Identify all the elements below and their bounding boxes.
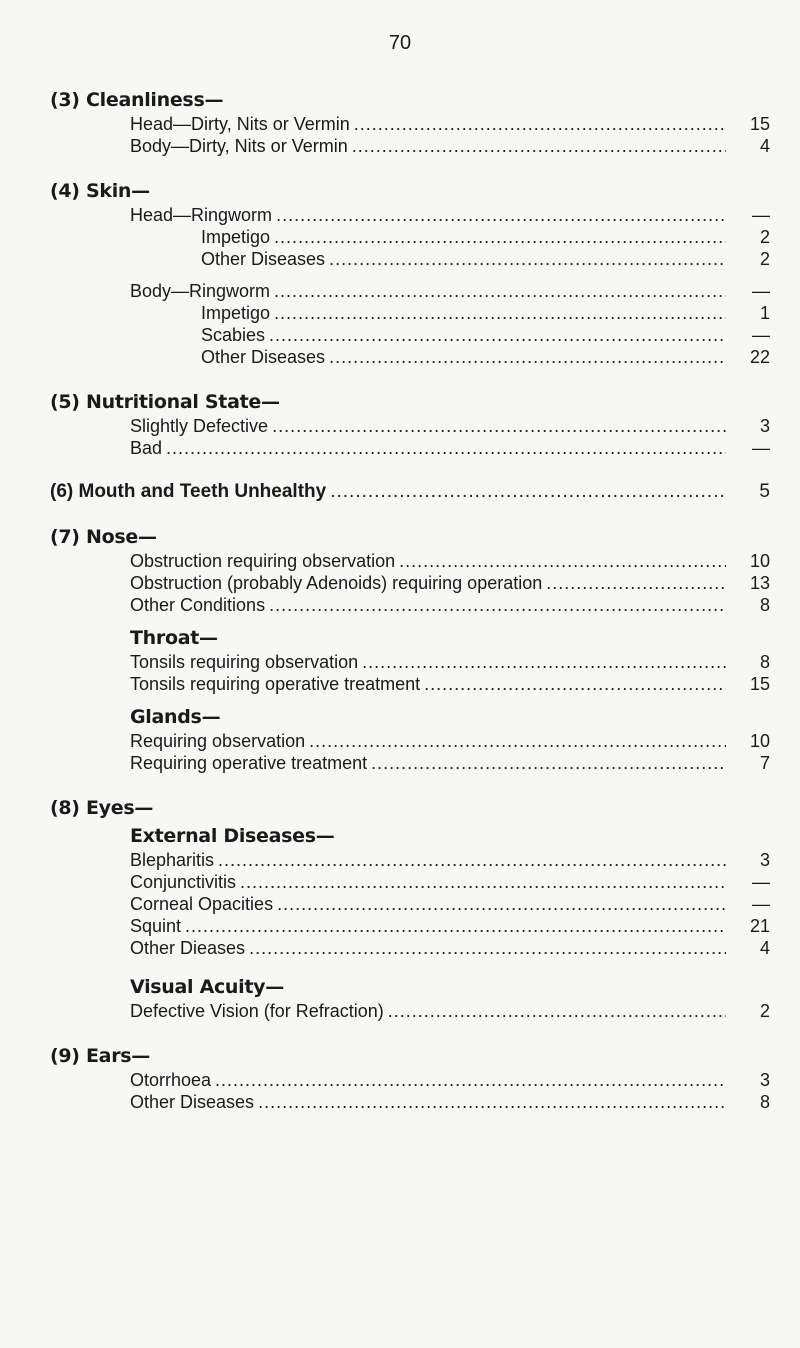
- row-value: 1: [759, 303, 770, 323]
- leader-dots: [329, 346, 726, 368]
- row-label: Requiring operative treatment: [130, 753, 368, 773]
- section-heading: (7) Nose—: [50, 526, 157, 548]
- row-label: Impetigo: [201, 227, 271, 247]
- row-value: —: [752, 205, 770, 225]
- leader-dots: [272, 415, 726, 437]
- row-value: 8: [759, 1092, 770, 1112]
- subsection-heading: Throat—: [130, 627, 218, 649]
- row-label: Other Dieases: [130, 938, 246, 958]
- section-eyes: [50, 796, 770, 1022]
- table-row: [50, 849, 770, 871]
- row-label: Bad: [130, 438, 163, 458]
- row-label: Head—Dirty, Nits or Vermin: [130, 114, 350, 134]
- section-heading: (4) Skin—: [50, 180, 150, 202]
- table-row: [50, 248, 770, 270]
- leader-dots: [274, 302, 726, 324]
- row-label: Other Conditions: [130, 595, 266, 615]
- row-value: —: [752, 438, 770, 458]
- leader-dots: [276, 204, 726, 226]
- row-value: 3: [759, 416, 770, 436]
- leader-dots: [546, 572, 726, 594]
- row-label: Body—Dirty, Nits or Vermin: [130, 136, 348, 156]
- row-value: 8: [759, 595, 770, 615]
- row-value: 22: [749, 347, 770, 367]
- row-value: 3: [759, 1070, 770, 1090]
- table-row: [50, 594, 770, 616]
- subsection-heading: Glands—: [130, 706, 221, 728]
- leader-dots: [269, 594, 726, 616]
- table-row: [50, 673, 770, 695]
- subsection-heading: External Diseases—: [130, 825, 335, 847]
- table-row: [50, 572, 770, 594]
- table-row: [50, 1069, 770, 1091]
- row-label: Otorrhoea: [130, 1070, 212, 1090]
- table-row: [50, 651, 770, 673]
- row-value: 21: [749, 916, 770, 936]
- page-number: 70: [388, 32, 412, 54]
- leader-dots: [215, 1069, 726, 1091]
- row-value: 2: [759, 1001, 770, 1021]
- leader-dots: [166, 437, 726, 459]
- table-row: [50, 730, 770, 752]
- section-skin: [50, 179, 770, 368]
- leader-dots: [424, 673, 726, 695]
- leader-dots: [274, 226, 726, 248]
- table-row: [50, 752, 770, 774]
- section-ears: [50, 1044, 770, 1113]
- table-row: [50, 226, 770, 248]
- table-row: [50, 302, 770, 324]
- row-value: 4: [759, 136, 770, 156]
- leader-dots: [269, 324, 726, 346]
- leader-dots: [240, 871, 726, 893]
- leader-dots: [258, 1091, 726, 1113]
- section-heading: (5) Nutritional State—: [50, 391, 280, 413]
- leader-dots: [309, 730, 726, 752]
- leader-dots: [352, 135, 726, 157]
- subsection-heading: Visual Acuity—: [130, 976, 284, 998]
- table-row: [50, 346, 770, 368]
- row-value: —: [752, 872, 770, 892]
- row-label: Slightly Defective: [130, 416, 269, 436]
- row-value: 7: [759, 753, 770, 773]
- row-value: 10: [749, 551, 770, 571]
- row-label: Scabies: [201, 325, 266, 345]
- leader-dots: [399, 550, 726, 572]
- table-row: [50, 893, 770, 915]
- table-row: [50, 113, 770, 135]
- row-label: Blepharitis: [130, 850, 215, 870]
- leader-dots: [218, 849, 726, 871]
- row-value: —: [752, 325, 770, 345]
- section-nose: [50, 525, 770, 774]
- row-label: Obstruction requiring observation: [130, 551, 396, 571]
- row-value: 15: [749, 114, 770, 134]
- leader-dots: [354, 113, 726, 135]
- row-label: Other Diseases: [201, 347, 326, 367]
- leader-dots: [362, 651, 726, 673]
- section-mouth: [50, 481, 770, 503]
- table-row: [50, 280, 770, 302]
- row-label: Obstruction (probably Adenoids) requiring operation: [130, 573, 543, 593]
- row-label: Corneal Opacities: [130, 894, 274, 914]
- section-heading: (9) Ears—: [50, 1045, 150, 1067]
- table-row: [50, 415, 770, 437]
- row-value: 10: [749, 731, 770, 751]
- section-nutritional: [50, 390, 770, 459]
- row-label: Conjunctivitis: [130, 872, 237, 892]
- leader-dots: [274, 280, 726, 302]
- table-row: [50, 915, 770, 937]
- leader-dots: [330, 481, 726, 503]
- leader-dots: [388, 1000, 726, 1022]
- row-label: Head—Ringworm: [130, 205, 273, 225]
- table-row: [50, 437, 770, 459]
- table-row: [50, 324, 770, 346]
- leader-dots: [329, 248, 726, 270]
- row-label: Other Diseases: [130, 1092, 255, 1112]
- row-value: 4: [759, 938, 770, 958]
- table-row: [50, 1000, 770, 1022]
- row-value: 2: [759, 227, 770, 247]
- row-label: Requiring observation: [130, 731, 306, 751]
- section-heading: (3) Cleanliness—: [50, 89, 224, 111]
- row-value: 15: [749, 674, 770, 694]
- row-label: Tonsils requiring operative treatment: [130, 674, 421, 694]
- row-label: Impetigo: [201, 303, 271, 323]
- table-row: [50, 1091, 770, 1113]
- row-value: —: [752, 894, 770, 914]
- table-row: [50, 550, 770, 572]
- row-label: Tonsils requiring observation: [130, 652, 359, 672]
- leader-dots: [185, 915, 726, 937]
- section-cleanliness: [50, 88, 770, 157]
- report-content: [50, 88, 770, 1127]
- row-value: 5: [759, 481, 770, 502]
- table-row: [50, 204, 770, 226]
- row-label: Defective Vision (for Refraction): [130, 1001, 384, 1021]
- row-label: (6) Mouth and Teeth Unhealthy: [50, 481, 327, 502]
- leader-dots: [249, 937, 726, 959]
- row-value: 8: [759, 652, 770, 672]
- leader-dots: [371, 752, 726, 774]
- table-row: [50, 135, 770, 157]
- row-value: 3: [759, 850, 770, 870]
- leader-dots: [277, 893, 726, 915]
- row-label: Squint: [130, 916, 182, 936]
- table-row: [50, 937, 770, 959]
- section-heading: (8) Eyes—: [50, 797, 154, 819]
- table-row: [50, 481, 770, 503]
- row-value: —: [752, 281, 770, 301]
- row-value: 13: [749, 573, 770, 593]
- table-row: [50, 871, 770, 893]
- row-value: 2: [759, 249, 770, 269]
- row-label: Body—Ringworm: [130, 281, 271, 301]
- row-label: Other Diseases: [201, 249, 326, 269]
